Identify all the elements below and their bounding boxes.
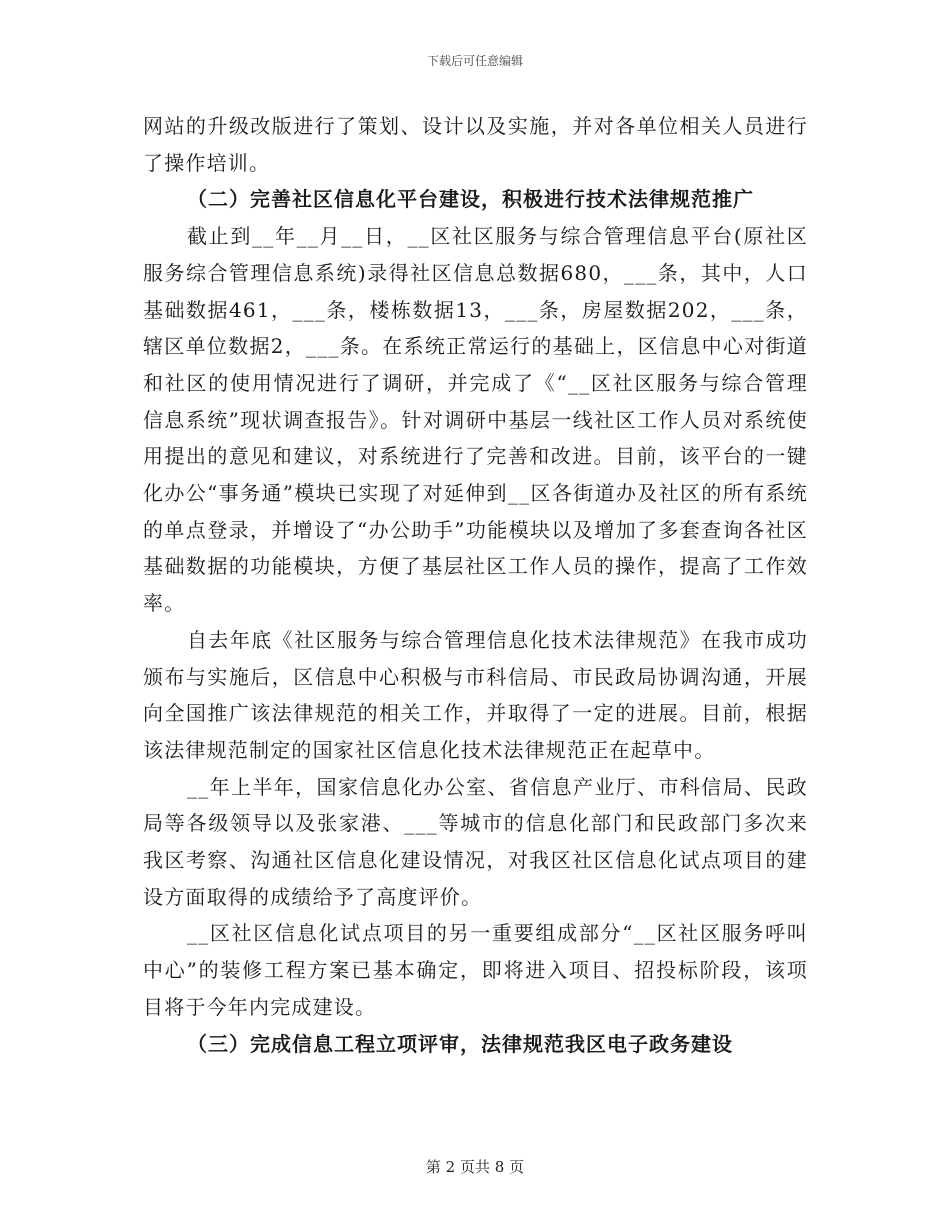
body-paragraph: 截止到__年__月__日，__区社区服务与综合管理信息平台(原社区服务综合管理信息系统)录得社区信息总数据680，___条，其中，人口基础数据461，___条，楼栋数据13，___条，房屋数据202，___条，辖区单位数据2，___条。在系统正常运行的基础上，区信息中心对街道和社区的使用情况进行了调研，并完成了《“__区社区服务与综合管理信息系统”现状调查报告》。针对调研中基层一线社区工作人员对系统使用提出的意见和建议，对系统进行了完善和改进。目前，该平台的一键化办公“事务通”模块已实现了对延伸到__区各街道办及社区的所有系统的单点登录，并增设了“办公助手”功能模块以及增加了多套查询各社区基础数据的功能模块，方便了基层社区工作人员的操作，提高了工作效率。 bbox=[143, 224, 808, 616]
page-header: 下载后可任意编辑 bbox=[426, 54, 523, 68]
section-heading: （二）完善社区信息化平台建设，积极进行技术法律规范推广 bbox=[187, 187, 754, 212]
body-paragraph: __区社区信息化试点项目的另一重要组成部分“__区社区服务呼叫中心”的装修工程方案已基本确定，即将进入项目、招投标阶段，该项目将于今年内完成建设。 bbox=[143, 921, 808, 1019]
body-paragraph: 自去年底《社区服务与综合管理信息化技术法律规范》在我市成功颁布与实施后，区信息中心积极与市科信局、市民政局协调沟通，开展向全国推广该法律规范的相关工作，并取得了一定的进展。目前，根据该法律规范制定的国家社区信息化技术法律规范正在起草中。 bbox=[143, 627, 808, 762]
page-footer: 第 2 页共 8 页 bbox=[425, 1158, 525, 1176]
document-body bbox=[143, 108, 808, 1062]
section-heading: （三）完成信息工程立项评审，法律规范我区电子政务建设 bbox=[187, 1031, 733, 1056]
body-paragraph: __年上半年，国家信息化办公室、省信息产业厅、市科信局、民政局等各级领导以及张家港、___等城市的信息化部门和民政部门多次来我区考察、沟通社区信息化建设情况，对我区社区信息化试点项目的建设方面取得的成绩给予了高度评价。 bbox=[143, 774, 808, 909]
body-paragraph: 网站的升级改版进行了策划、设计以及实施，并对各单位相关人员进行了操作培训。 bbox=[143, 114, 808, 175]
